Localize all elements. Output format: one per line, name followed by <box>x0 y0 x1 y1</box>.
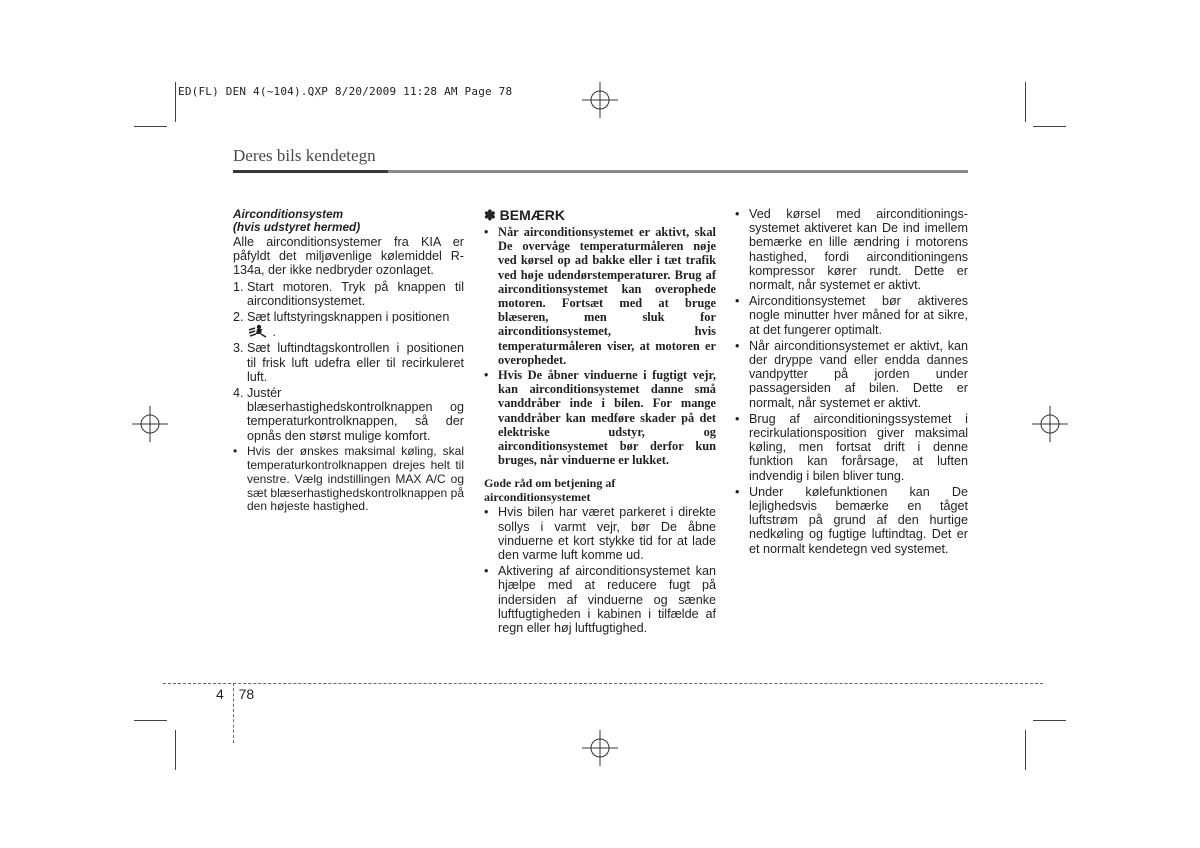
tips-list <box>484 505 716 635</box>
crosshair-registration-icon <box>580 728 620 768</box>
note-list <box>233 445 464 515</box>
tips-heading-line: airconditionsystemet <box>484 490 591 505</box>
bullet-text: Hvis De åbner vinduerne i fugtigt vejr, kan airconditionsystemet danne små vanddråber inde i bilen. For mange vanddråber kan medføre skader på det elektriske udstyr, og airconditionsystemet bør derfor kun bruges, når vinduerne er lukket. <box>498 368 716 468</box>
bullet: • <box>233 443 238 458</box>
crosshair-registration-icon <box>580 80 620 120</box>
steps-list <box>233 280 464 443</box>
bullet-text: Hvis der ønskes maksimal køling, skal temperaturkontrolknappen drejes helt til venstre. Vælg indstillingen MAX A/C og sæt blæserhastighedskontrolknappen på den højeste hastighed. <box>247 443 464 514</box>
crop-mark <box>134 126 167 127</box>
list-item <box>735 294 968 337</box>
list-item <box>233 280 464 308</box>
bullet-text: Brug af airconditioningssystemet i recirkulationsposition giver maksimal køling, men fortsat drift i denne funktion kan forårsage, at luften indvendig i bilen bliver tung. <box>749 411 968 483</box>
bullet: • <box>735 207 740 221</box>
title-rule-accent <box>233 170 388 173</box>
step-number: 4. <box>233 386 244 401</box>
bullet-text: Airconditionsystemet bør aktiveres nogle minutter hver måned for at sikre, at det fungerer optimalt. <box>749 294 968 337</box>
crop-mark <box>175 82 176 122</box>
list-item <box>484 225 716 367</box>
list-item <box>735 339 968 410</box>
crosshair-registration-icon <box>130 404 170 444</box>
step-number: 1. <box>233 279 244 294</box>
list-item <box>484 564 716 635</box>
crop-mark <box>1025 82 1026 122</box>
step-number: 3. <box>233 341 244 356</box>
bullet: • <box>484 368 489 383</box>
bullet: • <box>484 505 489 520</box>
column-3 <box>735 207 968 558</box>
bullet-text: Hvis bilen har været parkeret i direkte sollys i varmt vejr, bør De åbne vinduerne et kort stykke tid for at lade den varme luft komme ud. <box>498 505 716 563</box>
bullet: • <box>484 564 489 579</box>
column-2 <box>484 207 716 637</box>
crosshair-registration-icon <box>1030 404 1070 444</box>
tips-heading <box>484 476 716 504</box>
column-1 <box>233 208 464 516</box>
note-title: ✽ BEMÆRK <box>484 207 565 223</box>
step-text-suffix: . <box>272 325 276 340</box>
bullet-text: Aktivering af airconditionsystemet kan hjælpe med at reducere fugt på indersiden af vinduerne og sænke luftfugtigheden i kabinen i tilfælde af regn eller høj luftfugtighed. <box>498 564 716 636</box>
subsection-heading: Airconditionsystem <box>233 207 344 221</box>
tips-heading-line: Gode råd om betjening af <box>484 476 616 491</box>
step-text: Sæt luftstyringsknappen i positionen <box>247 310 450 325</box>
chapter-number: 4 <box>216 686 224 702</box>
step-text: Sæt luftindtagskontrollen i positionen til frisk luft udefra eller til recirkuleret luft. <box>247 341 464 384</box>
list-item <box>233 341 464 384</box>
list-item <box>735 485 968 556</box>
bullet: • <box>735 411 740 426</box>
bullet: • <box>735 338 740 353</box>
bullet: • <box>484 225 489 239</box>
section-title: Deres bils kendetegn <box>233 146 376 165</box>
list-item <box>484 505 716 562</box>
info-list <box>735 207 968 556</box>
page-number-value: 78 <box>238 686 255 702</box>
bullet-text: Når airconditionsystemet er aktivt, kan der dryppe vand eller endda dannes vandpytter på jorden under passagersiden af bilen. Dette er normalt, når systemet er aktivt. <box>749 338 968 410</box>
bullet-text: Ved kørsel med airconditionings-systemet aktiveret kan De ind imellem bemærke en lille ændring i motorens hastighed, fordi airconditioningens kompressor kører rundt. Dette er normalt, når systemet er aktivt. <box>749 207 968 293</box>
list-item <box>735 207 968 292</box>
crop-mark <box>1025 730 1026 770</box>
step-text: Justér blæserhastighedskontrolknappen og temperaturkontrolknappen, så der opnås den størst mulige komfort. <box>247 386 464 443</box>
bullet: • <box>735 484 740 499</box>
print-file-info: ED(FL) DEN 4(~104).QXP 8/20/2009 11:28 AM Page 78 <box>178 85 513 98</box>
crop-mark <box>134 720 167 721</box>
list-item <box>484 368 716 467</box>
subsection-heading-note: (hvis udstyret hermed) <box>233 220 361 234</box>
intro-paragraph: Alle airconditionsystemer fra KIA er påfyldt det miljøvenlige kølemiddel R-134a, der ikke nedbryder ozonlaget. <box>233 235 464 278</box>
note-list <box>484 225 716 467</box>
bullet-text: Når airconditionsystemet er aktivt, skal De overvåge temperaturmåleren nøje ved kørsel op ad bakke eller i tæt trafik ved høje udendørstemperaturer. Brug af airconditionsystemet kan overophede motoren. Fortsæt med at bruge blæseren, men sluk for airconditionsystemet, hvis temperaturmåleren viser, at motoren er overophedet. <box>498 225 716 367</box>
crop-mark <box>1033 720 1066 721</box>
footer-rule <box>163 683 1043 684</box>
bullet-text: Under kølefunktionen kan De lejlighedsvis bemærke en tåget luftstrøm på grund af den hurtige nedkøling og fugtige luftindtag. Det er et normalt kendetegn ved systemet. <box>749 484 968 556</box>
page-number <box>216 686 254 702</box>
crop-mark <box>175 730 176 770</box>
list-item <box>233 310 464 339</box>
floor-vent-mode-icon <box>247 324 269 338</box>
step-text: Start motoren. Tryk på knappen til airconditionsystemet. <box>247 279 464 308</box>
list-item <box>233 386 464 443</box>
bullet: • <box>735 294 740 309</box>
list-item <box>233 445 464 515</box>
list-item <box>735 412 968 483</box>
crop-mark <box>1033 126 1066 127</box>
step-number: 2. <box>233 310 244 325</box>
